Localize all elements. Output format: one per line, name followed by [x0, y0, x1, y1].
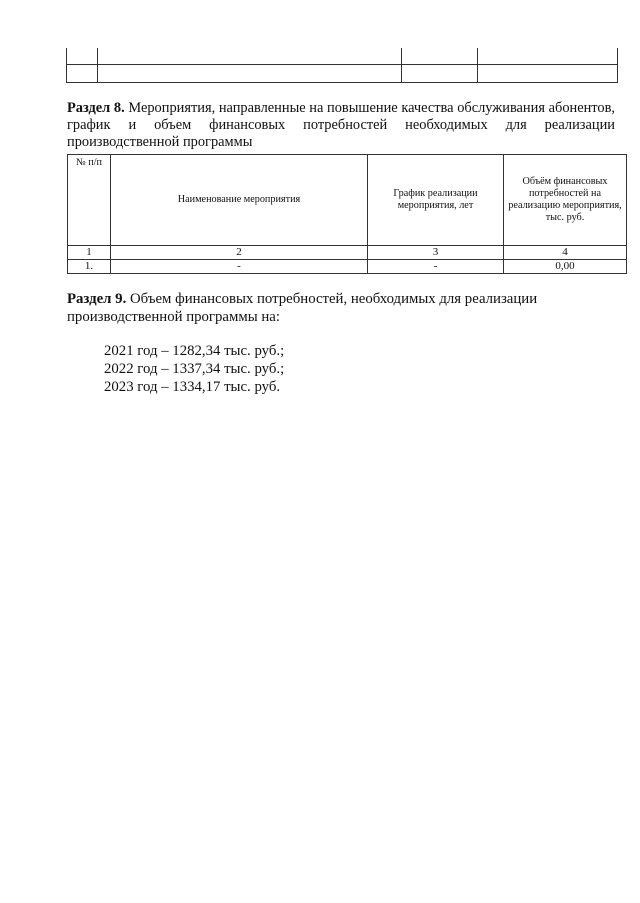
list-item: 2022 год – 1337,34 тыс. руб.; — [104, 361, 285, 377]
section-9-paragraph — [67, 290, 615, 326]
list-item: 2021 год – 1282,34 тыс. руб.; — [104, 343, 285, 359]
list-item: 2023 год – 1334,17 тыс. руб. — [104, 379, 281, 395]
table-column-divider — [401, 48, 402, 82]
table-cell: 1. — [68, 260, 111, 274]
table-cell: 1 — [68, 246, 111, 260]
table-cell: 2 — [111, 246, 368, 260]
section-8-paragraph — [67, 100, 615, 151]
header-number: № п/п — [68, 155, 111, 246]
header-financial-needs: Объём финансовых потребностей на реализацию мероприятия, тыс. руб. — [504, 155, 627, 246]
table-cell: 3 — [368, 246, 504, 260]
table-header-row — [68, 155, 627, 246]
section-8-table — [67, 154, 627, 274]
table-cell: - — [368, 260, 504, 274]
table-column-divider — [97, 48, 98, 82]
section-8-text: Мероприятия, направленные на повышение качества обслуживания абонентов, график и объем финансовых потребностей необходимых для реализации производственной программы — [67, 100, 615, 150]
table-column-divider — [477, 48, 478, 82]
table-numbering-row — [68, 246, 627, 260]
header-schedule: График реализации мероприятия, лет — [368, 155, 504, 246]
section-9-label: Раздел 9. — [67, 291, 127, 307]
section-9-text: Объем финансовых потребностей, необходимых для реализации производственной программы на: — [67, 291, 538, 325]
table-cell: 0,00 — [504, 260, 627, 274]
table-row-divider — [67, 64, 617, 65]
section-8-label: Раздел 8. — [67, 100, 125, 116]
header-event-name: Наименование мероприятия — [111, 155, 368, 246]
table-cell: 4 — [504, 246, 627, 260]
table-cell: - — [111, 260, 368, 274]
previous-table-fragment — [66, 48, 618, 83]
yearly-financial-list — [104, 342, 284, 396]
table-row — [68, 260, 627, 274]
